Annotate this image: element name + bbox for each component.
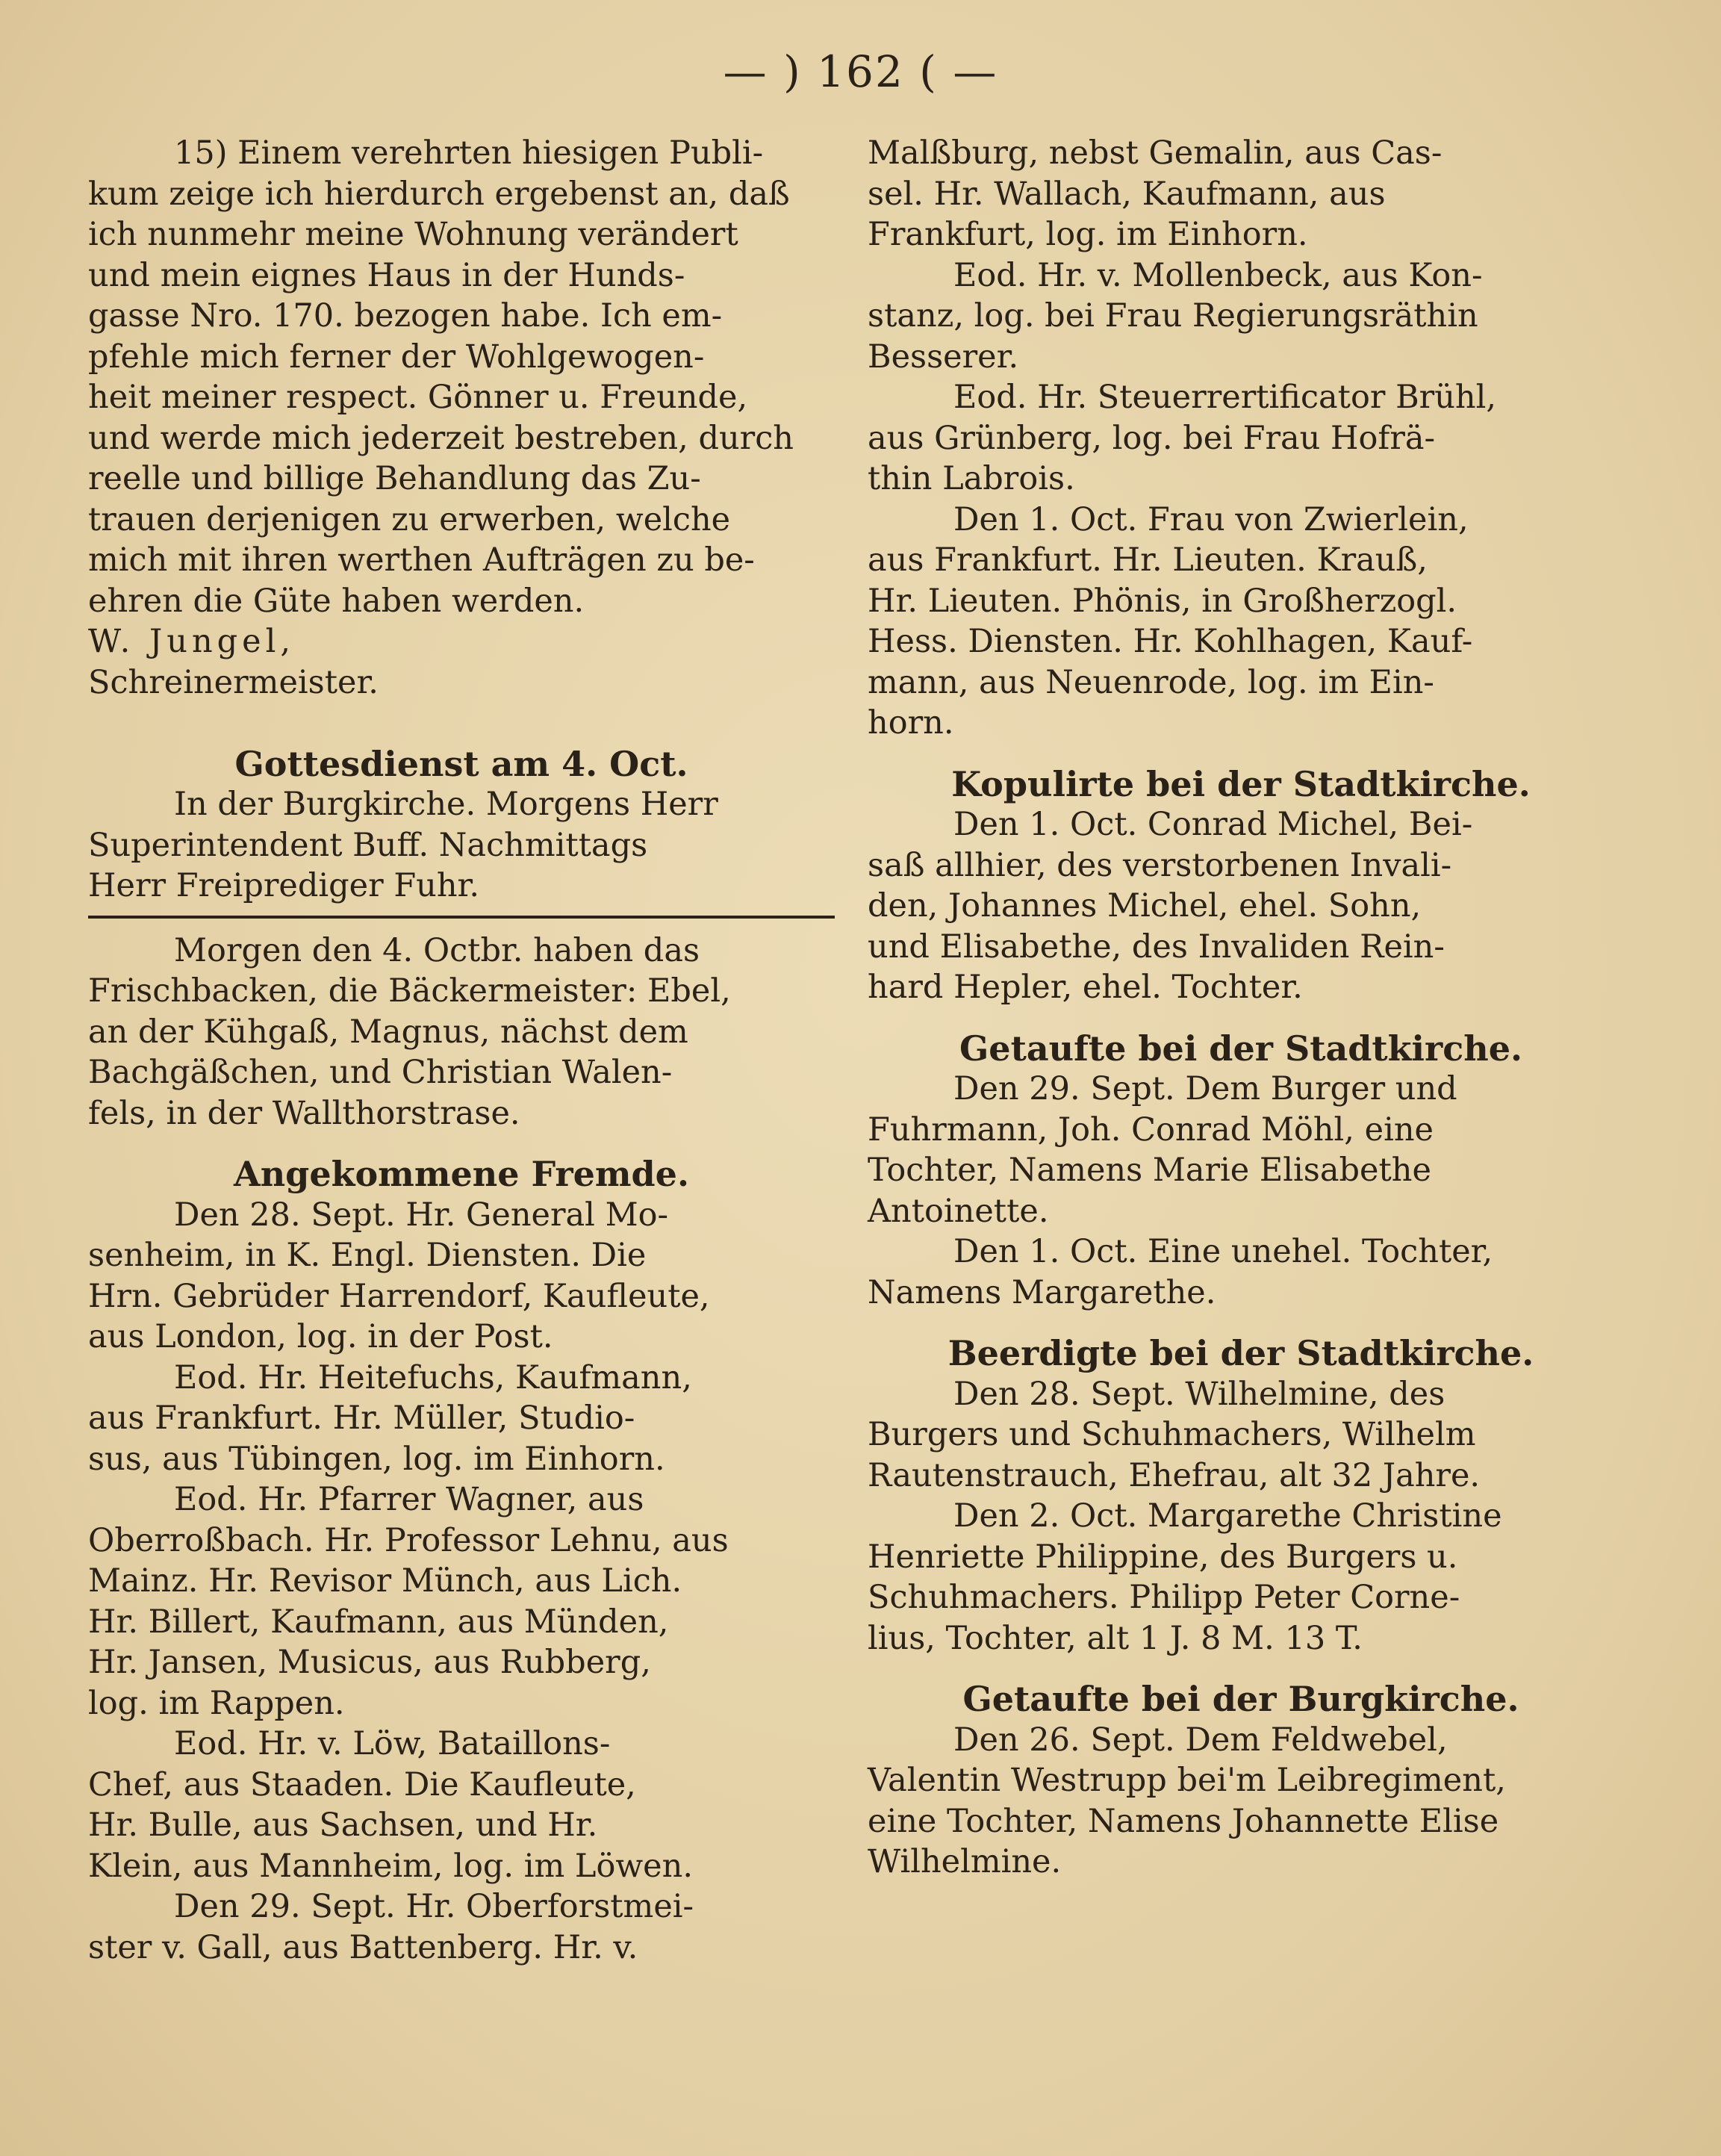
text-line: eine Tochter, Namens Johannette Elise — [868, 1802, 1499, 1840]
text-line: Den 29. Sept. Dem Burger und — [953, 1070, 1457, 1107]
text-line: Den 28. Sept. Hr. General Mo- — [174, 1196, 669, 1234]
text-line: Eod. Hr. Heitefuchs, Kaufmann, — [174, 1358, 692, 1397]
text-line: aus Frankfurt. Hr. Müller, Studio- — [88, 1399, 635, 1437]
text-line: Eod. Hr. v. Löw, Bataillons- — [174, 1725, 611, 1762]
text-line: Malßburg, nebst Gemalin, aus Cas- — [868, 134, 1443, 172]
text-line: Fuhrmann, Joh. Conrad Möhl, eine — [868, 1110, 1434, 1149]
text-line: Besserer. — [868, 338, 1019, 376]
text-line: Frankfurt, log. im Einhorn. — [868, 216, 1308, 253]
text-line: den, Johannes Michel, ehel. Sohn, — [868, 887, 1422, 925]
getaufte-stadt-heading: Getaufte bei der Stadtkirche. — [959, 1028, 1522, 1069]
fremde-heading: Angekommene Fremde. — [234, 1154, 689, 1194]
text-line: Wilhelmine. — [868, 1843, 1062, 1880]
text-line: aus Grünberg, log. bei Frau Hofrä- — [868, 419, 1436, 457]
fremde-entry-8 — [868, 500, 1614, 744]
text-line: Hr. Lieuten. Phönis, in Großherzogl. — [868, 582, 1457, 620]
text-line: Henriette Philippine, des Burgers u. — [868, 1538, 1458, 1576]
text-line: trauen derjenigen zu erwerben, welche — [88, 500, 731, 538]
text-line: ster v. Gall, aus Battenberg. Hr. v. — [88, 1928, 638, 1966]
kopulirte-entry — [868, 804, 1614, 1008]
fremde-entry-1 — [88, 1195, 835, 1358]
text-line: und Elisabethe, des Invaliden Rein- — [868, 928, 1445, 966]
fremde-continued — [868, 133, 1614, 255]
notice-jungel — [88, 133, 835, 621]
text-line: Morgen den 4. Octbr. haben das — [174, 931, 700, 969]
page-number: — ) 162 ( — — [723, 46, 998, 97]
text-line: Hrn. Gebrüder Harrendorf, Kaufleute, — [88, 1277, 710, 1315]
text-line: kum zeige ich hierdurch ergebenst an, daß — [88, 175, 790, 213]
text-line: Den 1. Oct. Eine unehel. Tochter, — [953, 1233, 1493, 1270]
text-line: ehren die Güte haben werden. — [88, 582, 585, 620]
section-divider — [88, 916, 835, 919]
text-line: Rautenstrauch, Ehefrau, alt 32 Jahre. — [868, 1456, 1481, 1494]
text-line: Chef, aus Staaden. Die Kaufleute, — [88, 1765, 636, 1804]
text-line: Eod. Hr. Steuerrertificator Brühl, — [953, 379, 1497, 416]
text-line: lius, Tochter, alt 1 J. 8 M. 13 T. — [868, 1619, 1363, 1657]
text-line: Klein, aus Mannheim, log. im Löwen. — [88, 1847, 693, 1885]
beerdigte-entry-1 — [868, 1374, 1614, 1497]
text-line: log. im Rappen. — [88, 1684, 345, 1722]
text-line: saß allhier, des verstorbenen Invali- — [868, 846, 1452, 884]
text-line: thin Labrois. — [868, 460, 1075, 497]
fremde-entry-2 — [88, 1358, 835, 1480]
text-line: heit meiner respect. Gönner u. Freunde, — [88, 379, 748, 416]
text-line: Den 2. Oct. Margarethe Christine — [953, 1497, 1502, 1535]
right-column — [868, 133, 1614, 1883]
text-line: Hr. Billert, Kaufmann, aus Münden, — [88, 1603, 669, 1641]
text-line: Tochter, Namens Marie Elisabethe — [868, 1152, 1431, 1189]
text-line: Frischbacken, die Bäckermeister: Ebel, — [88, 972, 731, 1010]
text-line: Valentin Westrupp bei'm Leibregiment, — [868, 1762, 1506, 1799]
gottesdienst-heading: Gottesdienst am 4. Oct. — [234, 743, 688, 784]
text-line: sel. Hr. Wallach, Kaufmann, aus — [868, 175, 1386, 213]
text-line: und werde mich jederzeit bestreben, durch — [88, 419, 794, 457]
text-line: stanz, log. bei Frau Regierungsräthin — [868, 297, 1478, 335]
text-line: Hr. Jansen, Musicus, aus Rubberg, — [88, 1644, 651, 1681]
text-line: Den 29. Sept. Hr. Oberforstmei- — [174, 1888, 694, 1925]
text-line: Hr. Bulle, aus Sachsen, und Hr. — [88, 1806, 598, 1844]
text-line: an der Kühgaß, Magnus, nächst dem — [88, 1013, 688, 1051]
baecker-notice — [88, 931, 835, 1134]
text-line: gasse Nro. 170. bezogen habe. Ich em- — [88, 297, 723, 335]
text-line: Bachgäßchen, und Christian Walen- — [88, 1054, 673, 1091]
left-column — [88, 133, 835, 1968]
text-line: Namens Margarethe. — [868, 1273, 1216, 1311]
text-line: aus Frankfurt. Hr. Lieuten. Krauß, — [868, 541, 1428, 579]
getaufte-burg-heading: Getaufte bei der Burgkirche. — [962, 1679, 1519, 1719]
text-line: In der Burgkirche. Morgens Herr — [174, 786, 718, 823]
text-line: horn. — [868, 704, 954, 742]
text-line: pfehle mich ferner der Wohlgewogen- — [88, 338, 705, 376]
text-line: und mein eignes Haus in der Hunds- — [88, 256, 685, 294]
text-line: Den 26. Sept. Dem Feldwebel, — [953, 1721, 1448, 1759]
text-line: ich nunmehr meine Wohnung verändert — [88, 216, 738, 253]
text-line: Herr Freiprediger Fuhr. — [88, 867, 480, 904]
text-line: mich mit ihren werthen Aufträgen zu be- — [88, 541, 755, 579]
text-line: hard Hepler, ehel. Tochter. — [868, 969, 1303, 1006]
signature-name: W. Jungel, — [88, 623, 296, 660]
fremde-entry-6 — [868, 255, 1614, 378]
beerdigte-heading: Beerdigte bei der Stadtkirche. — [947, 1333, 1534, 1373]
text-line: Antoinette. — [868, 1192, 1049, 1230]
fremde-entry-4 — [88, 1724, 835, 1886]
text-line: Burgers und Schuhmachers, Wilhelm — [868, 1416, 1476, 1453]
text-line: Eod. Hr. Pfarrer Wagner, aus — [174, 1481, 644, 1518]
getaufte-burg-entry — [868, 1720, 1614, 1883]
text-line: Hess. Diensten. Hr. Kohlhagen, Kauf- — [868, 623, 1473, 660]
beerdigte-entry-2 — [868, 1496, 1614, 1659]
text-line: Den 1. Oct. Frau von Zwierlein, — [953, 500, 1469, 538]
gottesdienst-text — [88, 784, 835, 907]
text-line: fels, in der Wallthorstrase. — [88, 1094, 520, 1132]
text-line: Den 28. Sept. Wilhelmine, des — [953, 1375, 1445, 1413]
fremde-entry-3 — [88, 1479, 835, 1724]
fremde-entry-7 — [868, 377, 1614, 500]
text-line: Mainz. Hr. Revisor Münch, aus Lich. — [88, 1562, 682, 1600]
signature-title: Schreinermeister. — [88, 663, 379, 701]
text-line: Den 1. Oct. Conrad Michel, Bei- — [953, 806, 1473, 843]
text-line: reelle und billige Behandlung das Zu- — [88, 460, 701, 497]
text-line: senheim, in K. Engl. Diensten. Die — [88, 1237, 647, 1274]
text-line: Oberroßbach. Hr. Professor Lehnu, aus — [88, 1521, 729, 1559]
fremde-entry-5 — [88, 1886, 835, 1968]
getaufte-stadt-entry-1 — [868, 1069, 1614, 1231]
text-line: sus, aus Tübingen, log. im Einhorn. — [88, 1440, 665, 1478]
getaufte-stadt-entry-2 — [868, 1231, 1614, 1313]
text-line: 15) Einem verehrten hiesigen Publi- — [174, 134, 764, 172]
text-line: Eod. Hr. v. Mollenbeck, aus Kon- — [953, 256, 1483, 294]
text-line: Schuhmachers. Philipp Peter Corne- — [868, 1579, 1460, 1616]
kopulirte-heading: Kopulirte bei der Stadtkirche. — [951, 763, 1531, 804]
text-line: aus London, log. in der Post. — [88, 1318, 553, 1355]
text-line: mann, aus Neuenrode, log. im Ein- — [868, 663, 1434, 701]
text-line: Superintendent Buff. Nachmittags — [88, 826, 648, 864]
